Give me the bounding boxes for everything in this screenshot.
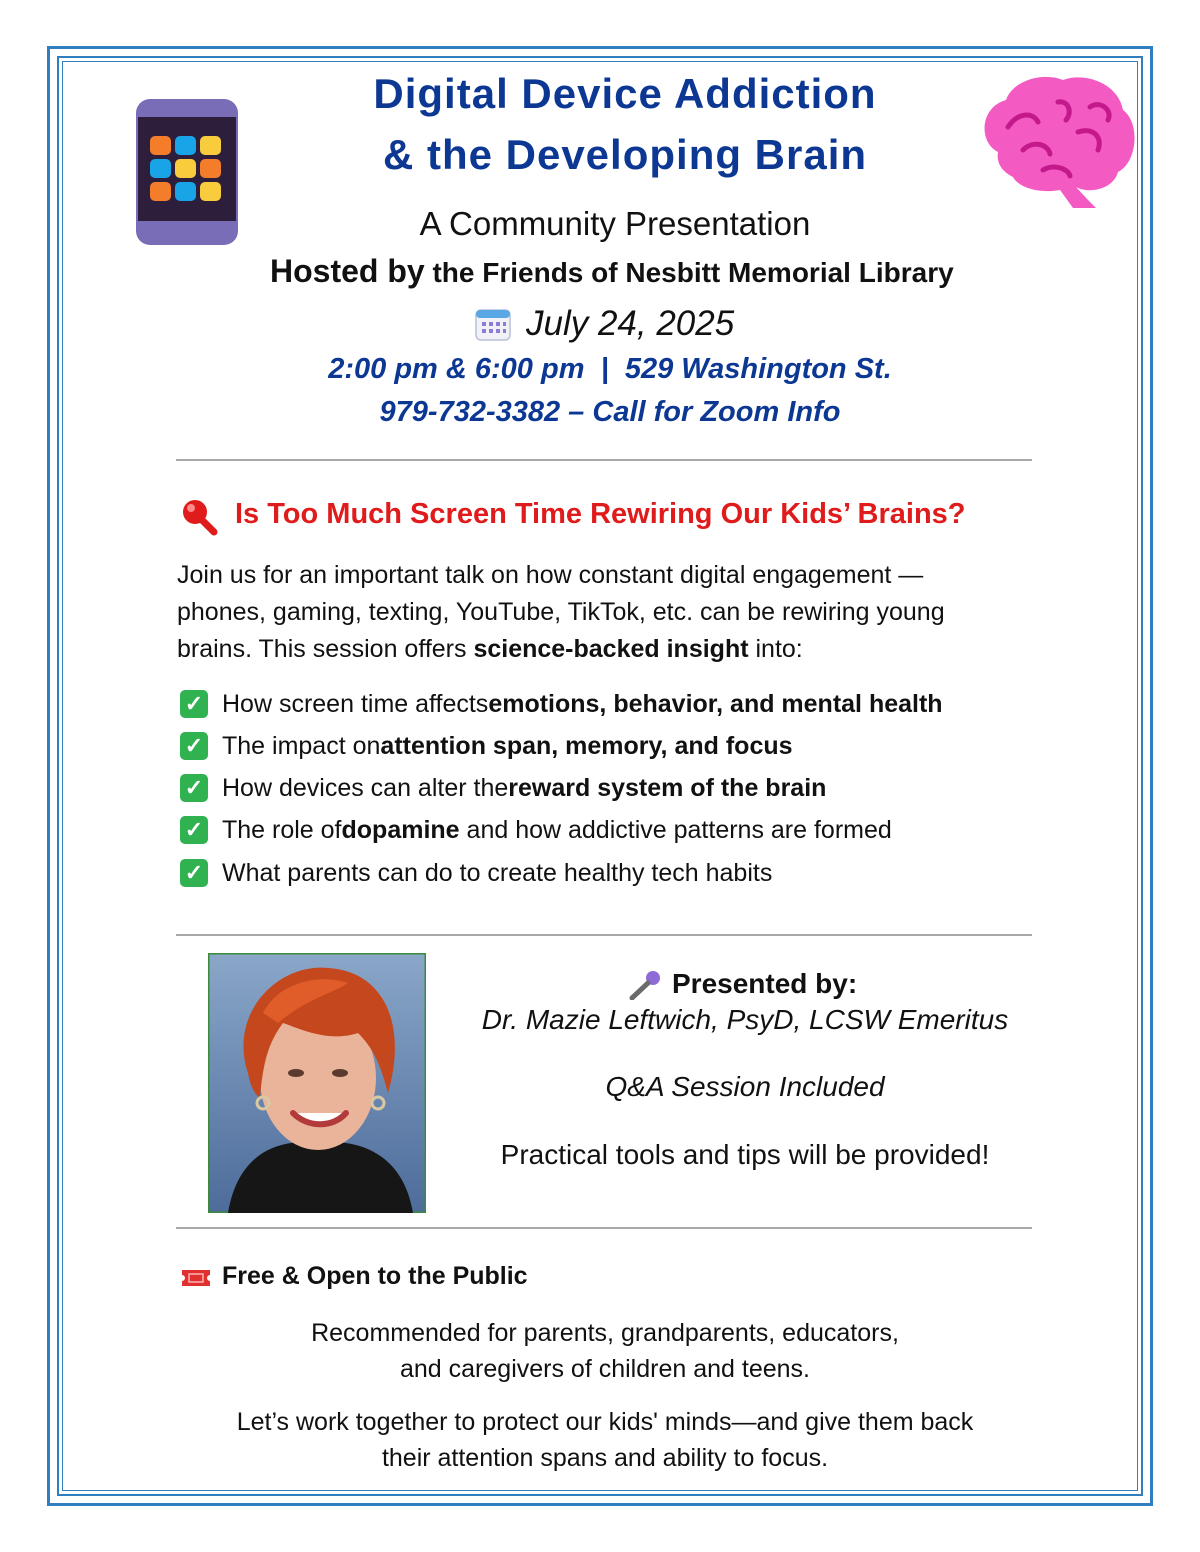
intro-paragraph bbox=[177, 557, 1047, 668]
checklist-text: The impact on bbox=[222, 731, 381, 760]
checklist-item bbox=[180, 772, 826, 804]
checklist-text: How screen time affects bbox=[222, 689, 489, 718]
check-mark-icon: ✓ bbox=[180, 816, 208, 844]
phone-app-icon bbox=[136, 99, 238, 245]
title-line-1: Digital Device Addiction bbox=[373, 70, 877, 117]
event-date: July 24, 2025 bbox=[526, 304, 735, 343]
check-mark-icon: ✓ bbox=[180, 732, 208, 760]
checklist-bold: reward system of the brain bbox=[508, 773, 827, 802]
intro-line-3-bold: science-backed insight bbox=[473, 635, 749, 663]
check-mark-icon: ✓ bbox=[180, 690, 208, 718]
checklist-item bbox=[180, 688, 943, 720]
closing-text bbox=[180, 1404, 1030, 1476]
intro-line-3-end: into: bbox=[748, 635, 803, 663]
presenter-name: Dr. Mazie Leftwich, PsyD, LCSW Emeritus bbox=[481, 1004, 1009, 1035]
divider-2 bbox=[176, 934, 1032, 936]
closing-line-2: their attention spans and ability to focus. bbox=[381, 1444, 829, 1472]
checklist-text-end: and how addictive patterns are formed bbox=[459, 815, 892, 844]
divider-3 bbox=[176, 1227, 1032, 1229]
check-mark-icon: ✓ bbox=[180, 774, 208, 802]
title-line-2: & the Developing Brain bbox=[382, 131, 868, 178]
brain-icon bbox=[978, 72, 1136, 208]
free-open-public: Free & Open to the Public bbox=[222, 1262, 528, 1290]
question-heading: Is Too Much Screen Time Rewiring Our Kids’ Brains? bbox=[235, 498, 966, 530]
recommended-line-2: and caregivers of children and teens. bbox=[400, 1355, 810, 1383]
checklist-text: What parents can do to create healthy tech habits bbox=[222, 858, 773, 887]
hosted-by-line bbox=[270, 253, 954, 290]
checklist-item bbox=[180, 857, 772, 889]
checklist-text: How devices can alter the bbox=[222, 773, 509, 802]
calendar-icon bbox=[475, 307, 511, 341]
qa-session: Q&A Session Included bbox=[605, 1071, 885, 1102]
practical-tools: Practical tools and tips will be provided! bbox=[500, 1139, 990, 1170]
recommended-line-1: Recommended for parents, grandparents, educators, bbox=[311, 1319, 899, 1347]
ticket-icon bbox=[180, 1266, 212, 1290]
divider-1 bbox=[176, 459, 1032, 461]
hosted-by-prefix: Hosted by bbox=[270, 253, 425, 289]
checklist-bold: emotions, behavior, and mental health bbox=[488, 689, 943, 718]
times-location: 2:00 pm & 6:00 pm | 529 Washington St. bbox=[328, 353, 892, 385]
hosted-by-organization: the Friends of Nesbitt Memorial Library bbox=[424, 257, 954, 288]
checklist-text: The role of bbox=[222, 815, 342, 844]
intro-line-3 bbox=[177, 631, 1047, 668]
intro-line-1: Join us for an important talk on how constant digital engagement — bbox=[177, 561, 924, 589]
intro-line-3-start: brains. This session offers bbox=[177, 635, 474, 663]
zoom-phone-line: 979-732-3382 – Call for Zoom Info bbox=[379, 396, 841, 428]
recommended-text bbox=[200, 1315, 1010, 1387]
presented-by-label: Presented by: bbox=[672, 968, 858, 999]
intro-line-2: phones, gaming, texting, YouTube, TikTok, etc. can be rewiring young bbox=[177, 598, 945, 626]
checklist-bold: attention span, memory, and focus bbox=[380, 731, 793, 760]
microphone-icon bbox=[628, 970, 662, 1000]
subtitle: A Community Presentation bbox=[419, 205, 811, 242]
check-mark-icon: ✓ bbox=[180, 859, 208, 887]
closing-line-1: Let’s work together to protect our kids' minds—and give them back bbox=[236, 1408, 974, 1436]
magnifier-icon bbox=[180, 498, 220, 536]
checklist-item bbox=[180, 814, 892, 846]
checklist-item bbox=[180, 730, 793, 762]
presenter-photo bbox=[208, 953, 426, 1213]
checklist-bold: dopamine bbox=[341, 815, 460, 844]
